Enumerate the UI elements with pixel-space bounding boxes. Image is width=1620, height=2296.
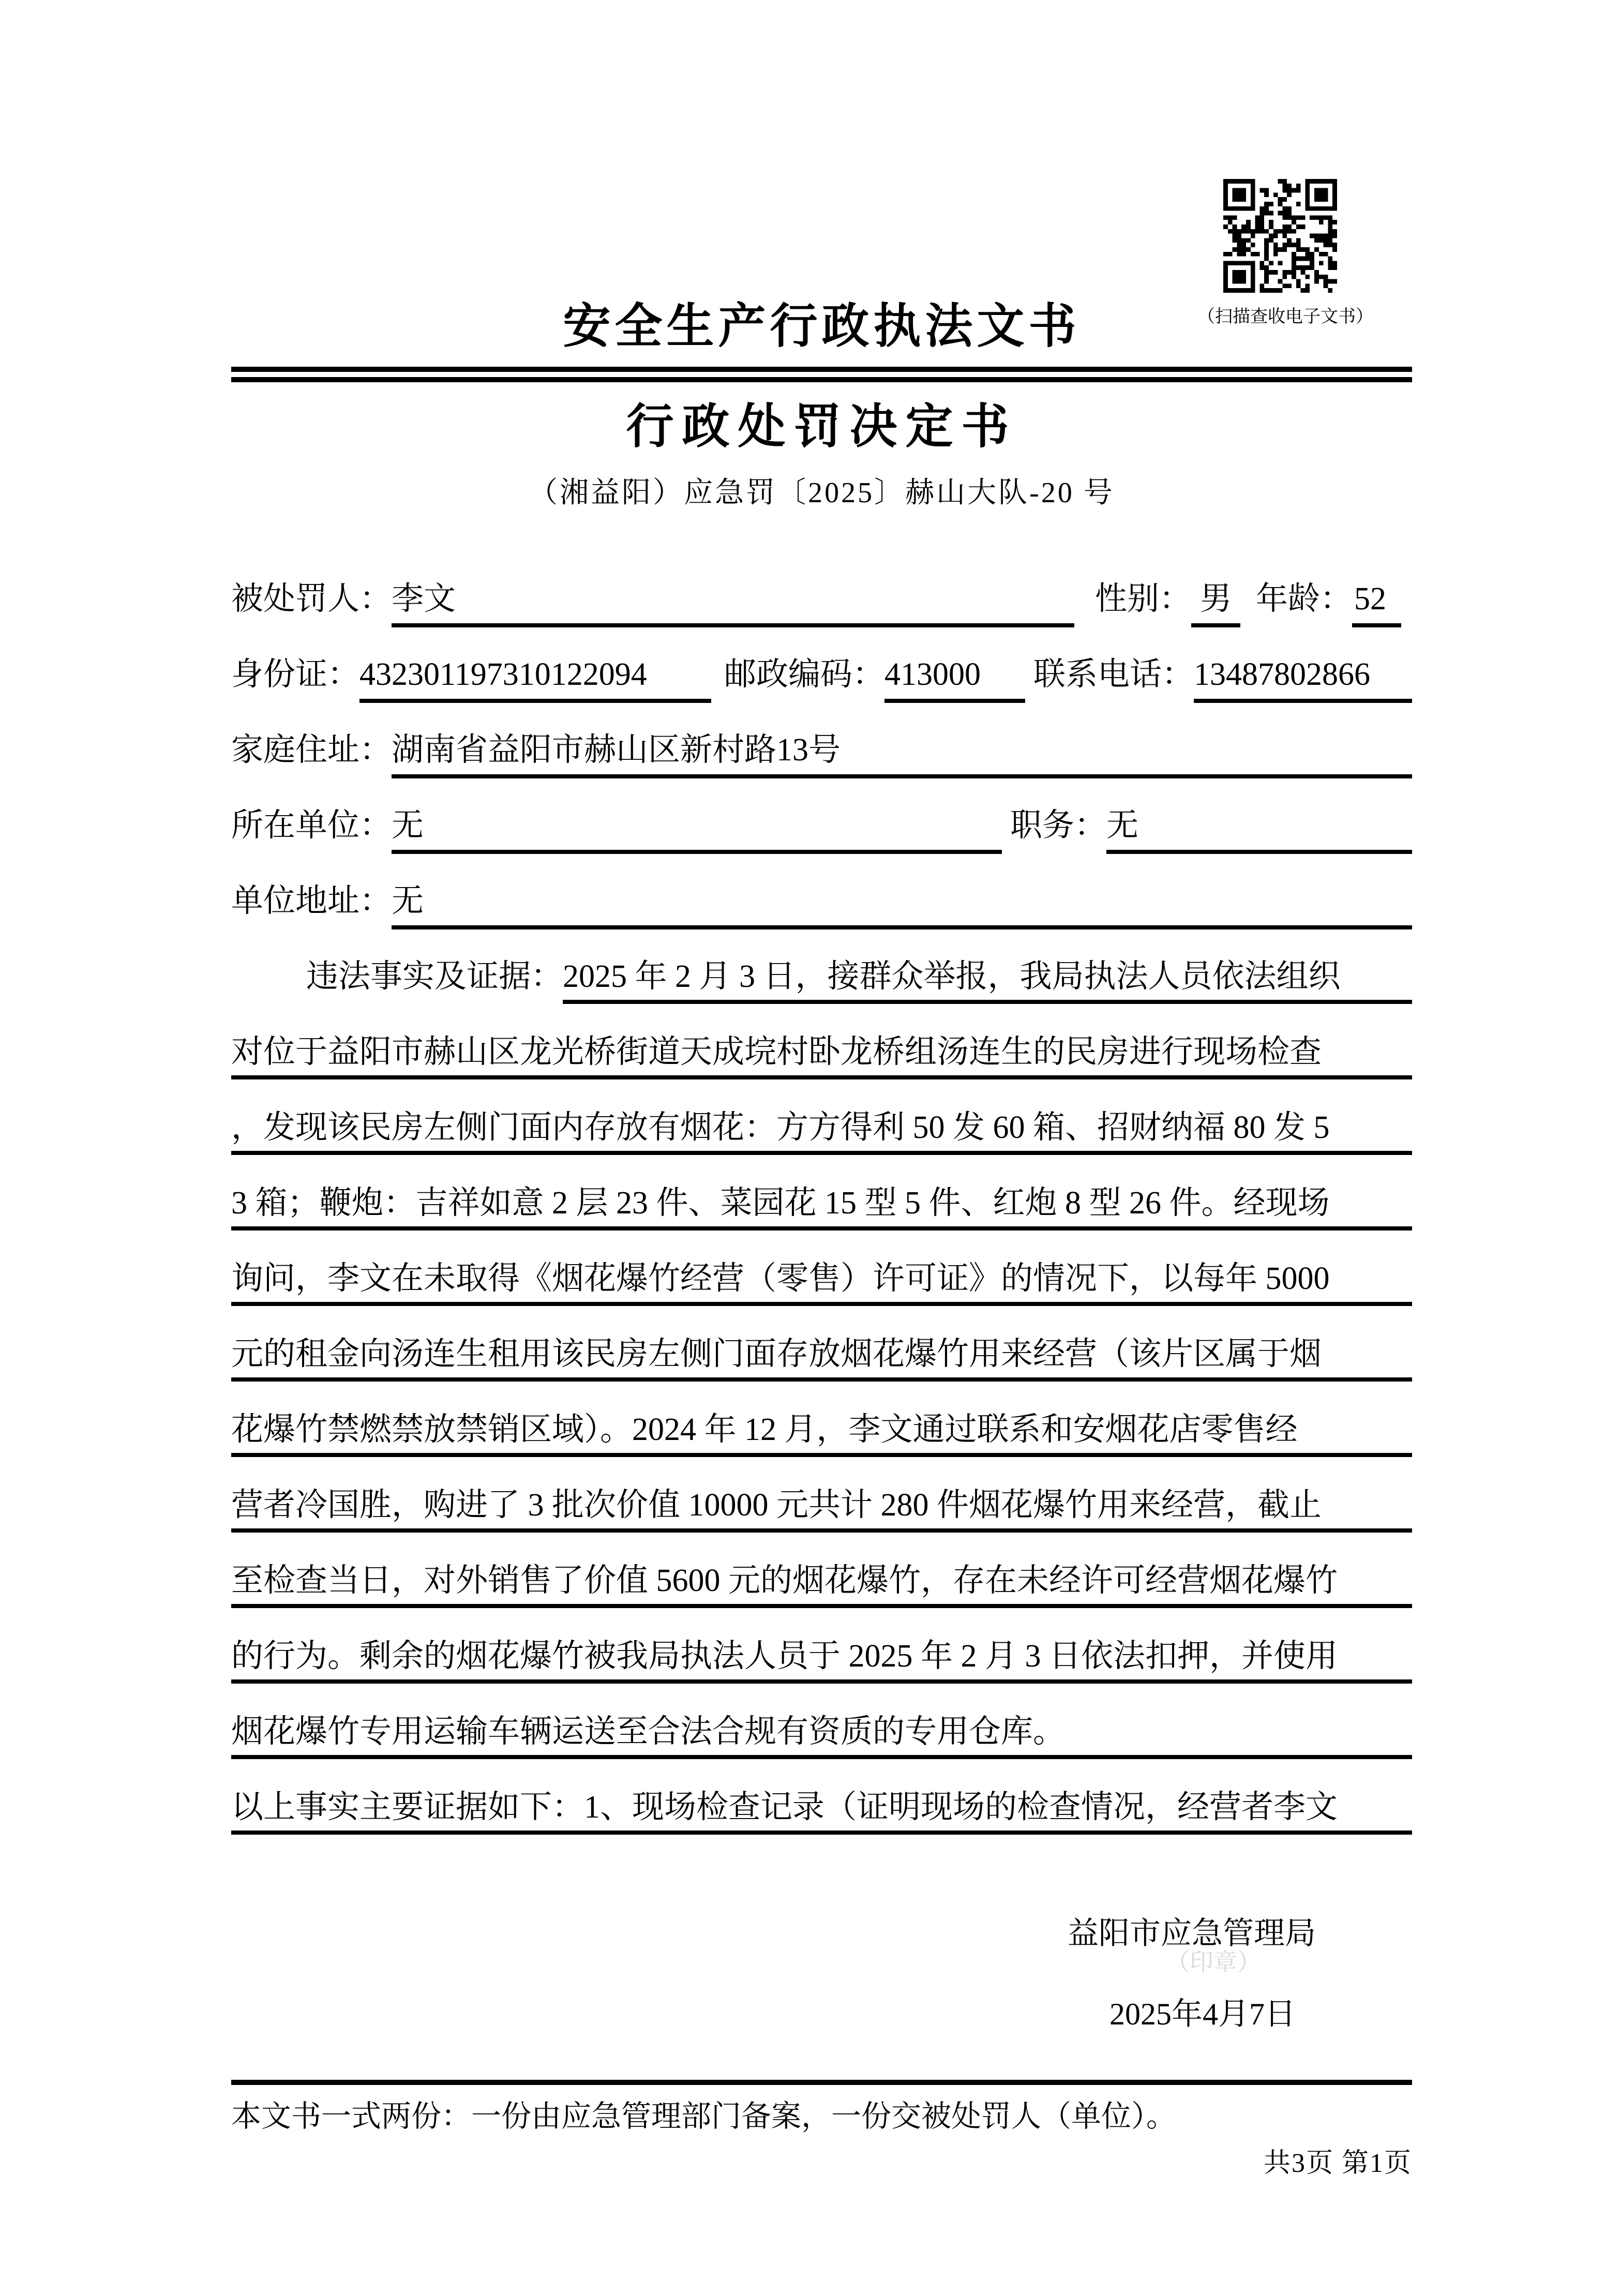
seal-placeholder: （印章）: [1166, 1949, 1261, 1975]
field-row-penalized: [231, 583, 1412, 627]
body-line-text: 对位于益阳市赫山区龙光桥街道天成垸村卧龙桥组汤连生的民房进行现场检查: [231, 1036, 1412, 1079]
double-rule-divider: [231, 367, 1412, 382]
body-line: [231, 1791, 1412, 1835]
qr-caption: （扫描查收电子文书）: [1197, 307, 1373, 326]
body-line-text: 以上事实主要证据如下：1、现场检查记录（证明现场的检查情况，经营者李文: [231, 1791, 1412, 1835]
age-label: 年龄：: [1256, 581, 1353, 617]
party-info-section: [231, 583, 1412, 929]
body-line: [231, 1338, 1412, 1382]
footer-divider: [231, 2080, 1412, 2085]
field-row-id: [231, 658, 1412, 703]
body-line-text: 至检查当日，对外销售了价值 5600 元的烟花爆竹，存在未经许可经营烟花爆竹: [231, 1565, 1412, 1608]
body-line-text: 营者冷国胜，购进了 3 批次价值 10000 元共计 280 件烟花爆竹用来经营，截止: [231, 1489, 1412, 1533]
qr-finder-tr: [1305, 179, 1337, 211]
qr-block: [1197, 179, 1373, 326]
body-line: [231, 1112, 1412, 1155]
page-indicator: 共3页 第1页: [1263, 2148, 1412, 2178]
postcode-value: 413000: [884, 658, 1025, 703]
document-category-title: 安全生产行政执法文书: [563, 300, 1081, 353]
body-line: [231, 1263, 1412, 1306]
body-line: [231, 1640, 1412, 1684]
field-row-home-address: [231, 734, 1412, 778]
facts-and-evidence-section: [231, 961, 1412, 1835]
issuing-agency: 益阳市应急管理局: [1068, 1916, 1316, 1950]
employer-value: 无: [392, 809, 1002, 854]
body-line-text: 3 箱；鞭炮：吉祥如意 2 层 23 件、菜园花 15 型 5 件、红炮 8 型 26 件。经现场: [231, 1187, 1412, 1230]
id-card-value: 432301197310122094: [359, 658, 711, 703]
phone-value: 13487802866: [1194, 658, 1412, 703]
gender-value: 男: [1191, 583, 1240, 627]
body-line-text: 的行为。剩余的烟花爆竹被我局执法人员于 2025 年 2 月 3 日依法扣押，并使用: [231, 1640, 1412, 1684]
gender-label: 性别：: [1095, 581, 1192, 617]
unit-address-label: 单位地址：: [231, 883, 392, 919]
qr-finder-bl: [1223, 261, 1255, 293]
facts-evidence-label: 违法事实及证据：: [306, 959, 563, 994]
document-number: （湘益阳）应急罚〔2025〕赫山大队-20 号: [529, 477, 1115, 509]
page-title: 行政处罚决定书: [626, 400, 1017, 453]
qr-code: [1223, 179, 1337, 293]
signature-block: [231, 1917, 1412, 2030]
body-line-text: 烟花爆竹专用运输车辆运送至合法合规有资质的专用仓库。: [231, 1716, 1412, 1759]
penalized-person-value: 李文: [392, 583, 1074, 627]
body-line-text: ，发现该民房左侧门面内存放有烟花：方方得利 50 发 60 箱、招财纳福 80 发 5: [231, 1112, 1412, 1155]
unit-address-value: 无: [392, 885, 1412, 929]
employer-label: 所在单位：: [231, 808, 392, 843]
postcode-label: 邮政编码：: [724, 657, 885, 692]
penalized-person-label: 被处罚人：: [231, 581, 392, 617]
footer-copies-note: 本文书一式两份：一份由应急管理部门备案，一份交被处罚人（单位）。: [231, 2099, 1177, 2133]
field-row-employer: [231, 809, 1412, 854]
body-line: [231, 1716, 1412, 1759]
body-line: [231, 1036, 1412, 1079]
body-line: [231, 1565, 1412, 1608]
position-label: 职务：: [1010, 808, 1107, 843]
issue-date: 2025年4月7日: [1109, 1997, 1296, 2031]
position-value: 无: [1106, 809, 1412, 854]
body-line-text: 2025 年 2 月 3 日，接群众举报，我局执法人员依法组织: [563, 961, 1412, 1004]
age-value: 52: [1352, 583, 1401, 627]
body-line: [231, 961, 1412, 1004]
body-line: [231, 1187, 1412, 1230]
body-line: [231, 1414, 1412, 1457]
home-address-label: 家庭住址：: [231, 732, 392, 768]
qr-finder-tl: [1223, 179, 1255, 211]
field-row-unit-address: [231, 885, 1412, 929]
phone-label: 联系电话：: [1033, 657, 1194, 692]
id-card-label: 身份证：: [231, 657, 360, 692]
home-address-value: 湖南省益阳市赫山区新村路13号: [392, 734, 1412, 778]
body-line: [231, 1489, 1412, 1533]
body-line-text: 花爆竹禁燃禁放禁销区域）。2024 年 12 月，李文通过联系和安烟花店零售经: [231, 1414, 1412, 1457]
body-line-text: 元的租金向汤连生租用该民房左侧门面存放烟花爆竹用来经营（该片区属于烟: [231, 1338, 1412, 1382]
body-line-text: 询问，李文在未取得《烟花爆竹经营（零售）许可证》的情况下，以每年 5000: [231, 1263, 1412, 1306]
